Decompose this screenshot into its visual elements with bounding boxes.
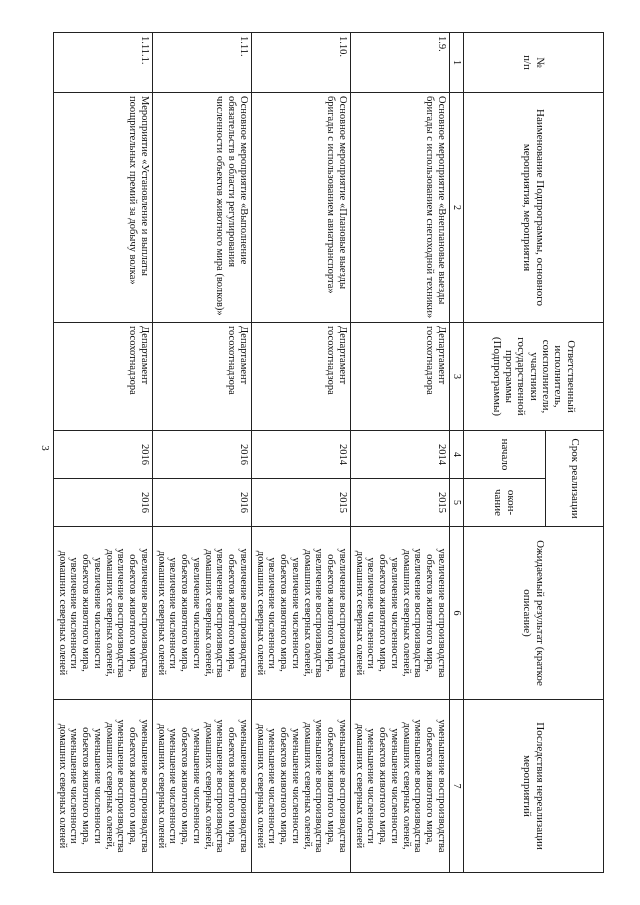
row-name: Основное мероприятие «Внеплановые выезды бригады с использованием снегоходной техники» — [350, 93, 449, 323]
table-row — [53, 33, 152, 873]
row-consequences: уменьшение воспроизводства объектов животного мира, уменьшение воспроизводства домашних северных оленей, уменьшение численности объектов животного мира, уменьшение численности домашних северных оленей — [251, 700, 350, 873]
header-responsible: Ответственный исполнитель, соисполнители, участники государственной программы (Подпрограммы) — [464, 323, 604, 431]
row-num: 1.11. — [152, 33, 251, 93]
row-num: 1.10. — [251, 33, 350, 93]
row-name: Мероприятие «Установление и выплаты поощрительных премий за добычу волка» — [53, 93, 152, 323]
row-responsible: Департамент госохотнадзора — [152, 323, 251, 431]
row-start: 2014 — [251, 431, 350, 479]
row-result: увеличение воспроизводства объектов животного мира, увеличение воспроизводства домашних северных оленей, увеличение численности объектов животного мира, увеличение численности домашних северных оленей — [53, 527, 152, 700]
row-name: Основное мероприятие «Плановые выезды бригады с использованием авиатранспорта» — [251, 93, 350, 323]
row-responsible: Департамент госохотнадзора — [350, 323, 449, 431]
header-name: Наименование Подпрограммы, основного мероприятия, мероприятия — [464, 93, 604, 323]
measures-table — [53, 32, 604, 873]
table-row — [350, 33, 449, 873]
column-number: 7 — [449, 700, 463, 873]
row-result: увеличение воспроизводства объектов животного мира, увеличение воспроизводства домашних северных оленей, увеличение численности объектов животного мира, увеличение численности домашних северных оленей — [152, 527, 251, 700]
header-consequences: Последствия нереализации мероприятий — [464, 700, 604, 873]
row-responsible: Департамент госохотнадзора — [53, 323, 152, 431]
column-number: 5 — [449, 479, 463, 527]
row-end: 2016 — [152, 479, 251, 527]
row-consequences: уменьшение воспроизводства объектов животного мира, уменьшение воспроизводства домашних северных оленей, уменьшение численности объектов животного мира, уменьшение численности домашних северных оленей — [53, 700, 152, 873]
row-start: 2016 — [53, 431, 152, 479]
row-result: увеличение воспроизводства объектов животного мира, увеличение воспроизводства домашних северных оленей, увеличение численности объектов животного мира, увеличение численности домашних северных оленей — [350, 527, 449, 700]
header-end: окон- чание — [464, 479, 546, 527]
row-consequences: уменьшение воспроизводства объектов животного мира, уменьшение воспроизводства домашних северных оленей, уменьшение численности объектов животного мира, уменьшение численности домашних северных оленей — [350, 700, 449, 873]
row-name: Основное мероприятие «Выполнение обязательств в области регулирования численности объектов животного мира (волков)» — [152, 93, 251, 323]
table-row — [251, 33, 350, 873]
row-start: 2014 — [350, 431, 449, 479]
column-number: 6 — [449, 527, 463, 700]
header-period: Срок реализации — [546, 431, 604, 527]
row-end: 2015 — [350, 479, 449, 527]
row-num: 1.11.1. — [53, 33, 152, 93]
row-end: 2016 — [53, 479, 152, 527]
column-number: 4 — [449, 431, 463, 479]
row-num: 1.9. — [350, 33, 449, 93]
column-number: 1 — [449, 33, 463, 93]
header-start: начало — [464, 431, 546, 479]
header-num: № п/п — [464, 33, 604, 93]
column-number: 2 — [449, 93, 463, 323]
row-result: увеличение воспроизводства объектов животного мира, увеличение воспроизводства домашних северных оленей, увеличение численности объектов животного мира, увеличение численности домашних северных оленей — [251, 527, 350, 700]
row-consequences: уменьшение воспроизводства объектов животного мира, уменьшение воспроизводства домашних северных оленей, уменьшение численности объектов животного мира, уменьшение численности домашних северных оленей — [152, 700, 251, 873]
row-end: 2015 — [251, 479, 350, 527]
row-start: 2016 — [152, 431, 251, 479]
header-result: Ожидаемый результат (краткое описание) — [464, 527, 604, 700]
row-responsible: Департамент госохотнадзора — [251, 323, 350, 431]
table-row — [152, 33, 251, 873]
page-number: 3 — [38, 445, 51, 451]
table-rotator — [56, 32, 604, 872]
column-number: 3 — [449, 323, 463, 431]
